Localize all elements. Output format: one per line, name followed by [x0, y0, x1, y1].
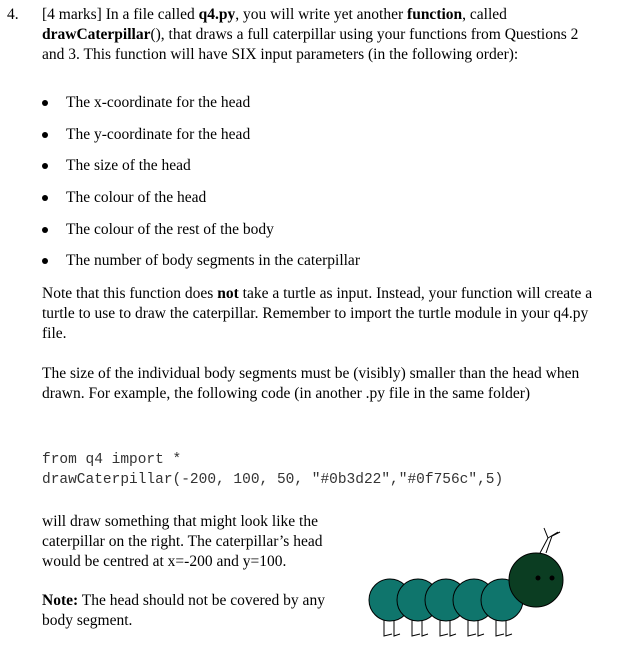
example-description: will draw something that might look like the caterpillar on the right. The caterpillar’s head would be centred at x=-200 and y=100. — [42, 513, 323, 570]
note-text: Note that this function does — [42, 285, 218, 302]
list-item-text: The x-coordinate for the head — [66, 94, 251, 111]
leg — [440, 620, 448, 636]
antenna — [546, 532, 560, 553]
antennae — [540, 528, 560, 553]
not-word: not — [217, 285, 239, 302]
question-number: 4. — [7, 6, 19, 23]
note-text: take a turtle as input. Instead, your function will create a turtle to use to draw the caterpillar. Remember to import the turtle module in your q4.py file. — [42, 285, 593, 342]
question-intro — [42, 5, 602, 65]
turtle-note — [42, 284, 602, 344]
bullet-icon — [42, 100, 48, 106]
leg — [394, 620, 400, 636]
bullet-icon — [42, 258, 48, 264]
head — [509, 528, 563, 607]
leg — [468, 620, 476, 636]
note-label: Note: — [42, 592, 79, 609]
function-word: function — [407, 6, 463, 23]
bullet-icon — [42, 195, 48, 201]
leg — [478, 620, 484, 636]
intro-text: (), that draws a full caterpillar using your functions from Questions 2 and 3. This function will have SIX input parameters (in the following order): — [42, 26, 579, 63]
list-item-text: The size of the head — [66, 157, 191, 175]
bullet-icon — [42, 163, 48, 169]
leg — [384, 620, 392, 636]
body-segments — [369, 579, 523, 621]
list-item — [42, 220, 360, 252]
code-line-call: drawCaterpillar(-200, 100, 50, "#0b3d22","#0f756c",5) — [42, 472, 504, 488]
size-paragraph: The size of the individual body segments must be (visibly) smaller than the head when drawn. For example, the following code (in another .py file in the same folder) — [42, 365, 580, 402]
leg — [422, 620, 428, 636]
list-item — [42, 188, 360, 220]
head-circle — [509, 553, 563, 607]
caterpillar-illustration — [360, 520, 620, 645]
list-item-text: The colour of the rest of the body — [66, 220, 274, 238]
parameter-list — [42, 93, 360, 283]
list-item — [42, 251, 360, 283]
intro-text: , you will write yet another — [235, 6, 408, 23]
intro-text: [4 marks] In a file called — [42, 6, 199, 23]
intro-text: , called — [462, 6, 507, 23]
eye-icon — [550, 576, 555, 581]
list-item-text: The colour of the head — [66, 189, 207, 207]
legs — [384, 620, 512, 636]
leg — [412, 620, 420, 636]
list-item-text: The number of body segments in the caterpillar — [66, 252, 360, 270]
note-text: The head should not be covered by any body segment. — [42, 592, 325, 629]
bullet-icon — [42, 227, 48, 233]
leg — [450, 620, 456, 636]
leg — [506, 620, 512, 636]
list-item — [42, 125, 360, 157]
function-name: drawCaterpillar — [42, 26, 151, 43]
list-item — [42, 156, 360, 188]
file-name: q4.py — [198, 6, 236, 23]
code-line-import: from q4 import * — [42, 452, 182, 468]
list-item-text: The y-coordinate for the head — [66, 125, 251, 143]
leg — [496, 620, 504, 636]
list-item — [42, 93, 360, 125]
final-note — [42, 591, 342, 631]
bullet-icon — [42, 132, 48, 138]
eye-icon — [536, 576, 541, 581]
